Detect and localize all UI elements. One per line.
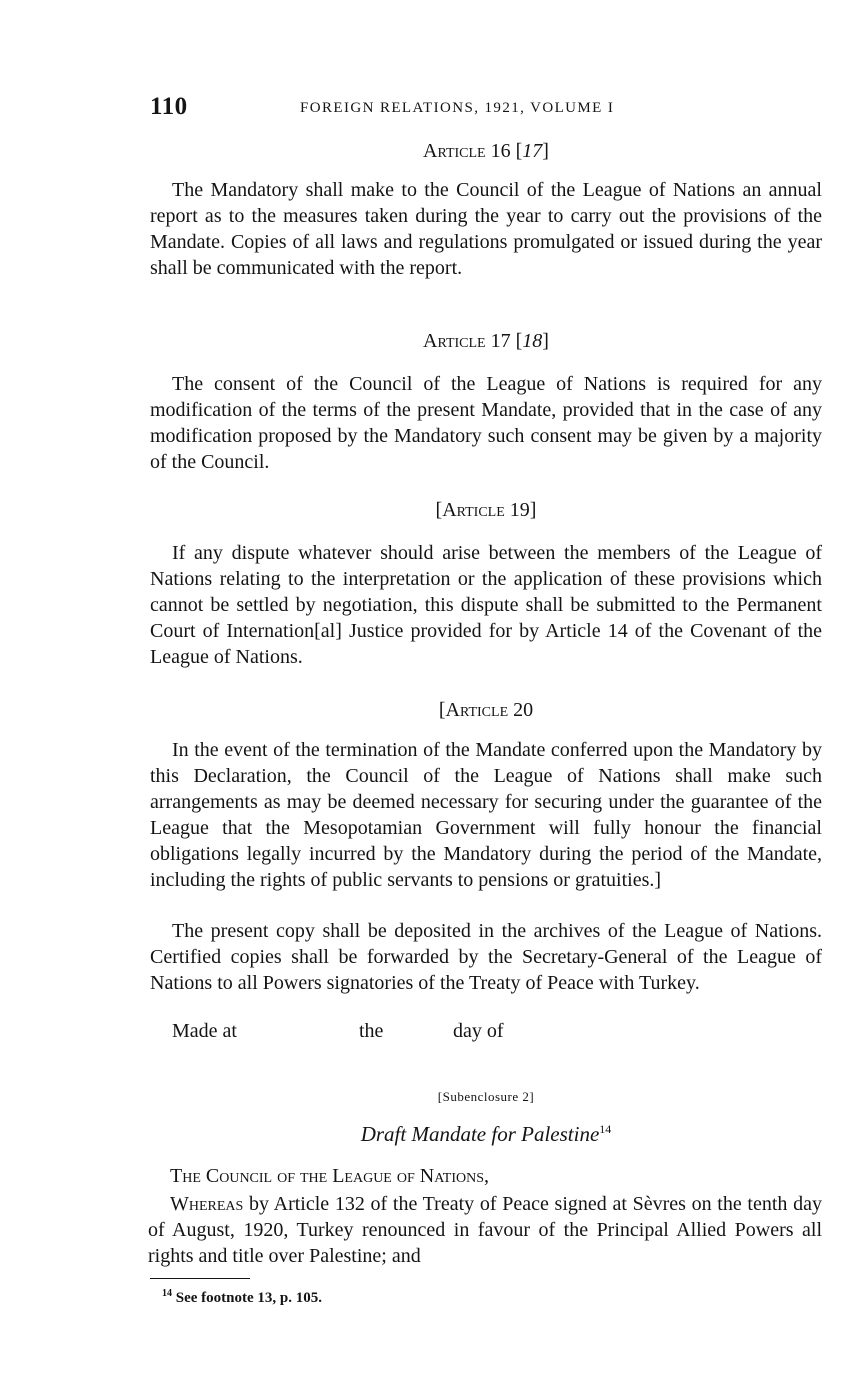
footnote-divider [150,1278,250,1279]
running-title: FOREIGN RELATIONS, 1921, VOLUME I [300,100,615,116]
made-at-label: Made at [172,1020,237,1042]
article-16-heading: Article 16 [17] [423,140,549,162]
footnote-marker: 14 [162,1288,172,1299]
made-at-day-of: day of [453,1020,504,1042]
page-number: 110 [150,93,188,120]
footnote [162,1288,322,1307]
whereas-paragraph [148,1192,822,1270]
footnote-reference: 14 [599,1122,612,1136]
deposit-paragraph: The present copy shall be deposited in the archives of the League of Nations. Certified copies shall be forwarded by the Secretary-General of the League of Nations to all Powers signatories of the Treaty of Peace with Turkey. [150,920,822,994]
article-17-heading: Article 17 [18] [423,330,549,352]
article-19-heading: [Article 19] [435,499,537,521]
draft-mandate-title [150,1122,822,1147]
article-19-body: If any dispute whatever should arise between the members of the League of Nations relating to the interpretation or the application of these provisions which cannot be settled by negotiation, this dispute shall be submitted to the Permanent Court of Internation[al] Justice provided for by Article 14 of the Covenant of the League of Nations. [150,542,822,668]
whereas-body: by Article 132 of the Treaty of Peace signed at Sèvres on the tenth day of August, 1920, Turkey renounced in favour of the Principal Allied Powers all rights and title over Palestine; and [148,1193,822,1267]
article-16-body: The Mandatory shall make to the Council of the League of Nations an annual report as to the measures taken during the year to carry out the provisions of the Mandate. Copies of all laws and regulations promulgated or issued during the year shall be communicated with the report. [150,179,822,279]
subenclosure-label: [Subenclosure 2] [437,1089,535,1104]
running-head [150,93,822,123]
draft-title-text: Draft Mandate for Palestine [360,1122,600,1146]
article-16-bracket-number: 17 [522,140,543,162]
council-line: The Council of the League of Nations, [170,1165,489,1187]
article-20-heading: [Article 20 [438,699,534,721]
article-17-bracket-number: 18 [522,330,543,352]
whereas-lead: Whereas [170,1193,244,1215]
article-20-body: In the event of the termination of the Mandate conferred upon the Mandatory by this Declaration, the Council of the League of Nations shall make such arrangements as may be deemed necessary for securing under the guarantee of the League that the Mesopotamian Government will fully honour the financial obligations legally incurred by the Mandatory during the period of the Mandate, including the rights of public servants to pensions or gratuities.] [150,739,822,891]
made-at-the: the [359,1020,384,1042]
made-at-line [172,1020,672,1048]
article-16-label: Article 16 [423,140,511,162]
footnote-text: See footnote 13, p. 105. [175,1290,322,1306]
article-17-body: The consent of the Council of the League of Nations is required for any modification of the terms of the present Mandate, provided that in the case of any modification proposed by the Mandatory such consent may be given by a majority of the Council. [150,373,822,473]
article-17-label: Article 17 [423,330,511,352]
